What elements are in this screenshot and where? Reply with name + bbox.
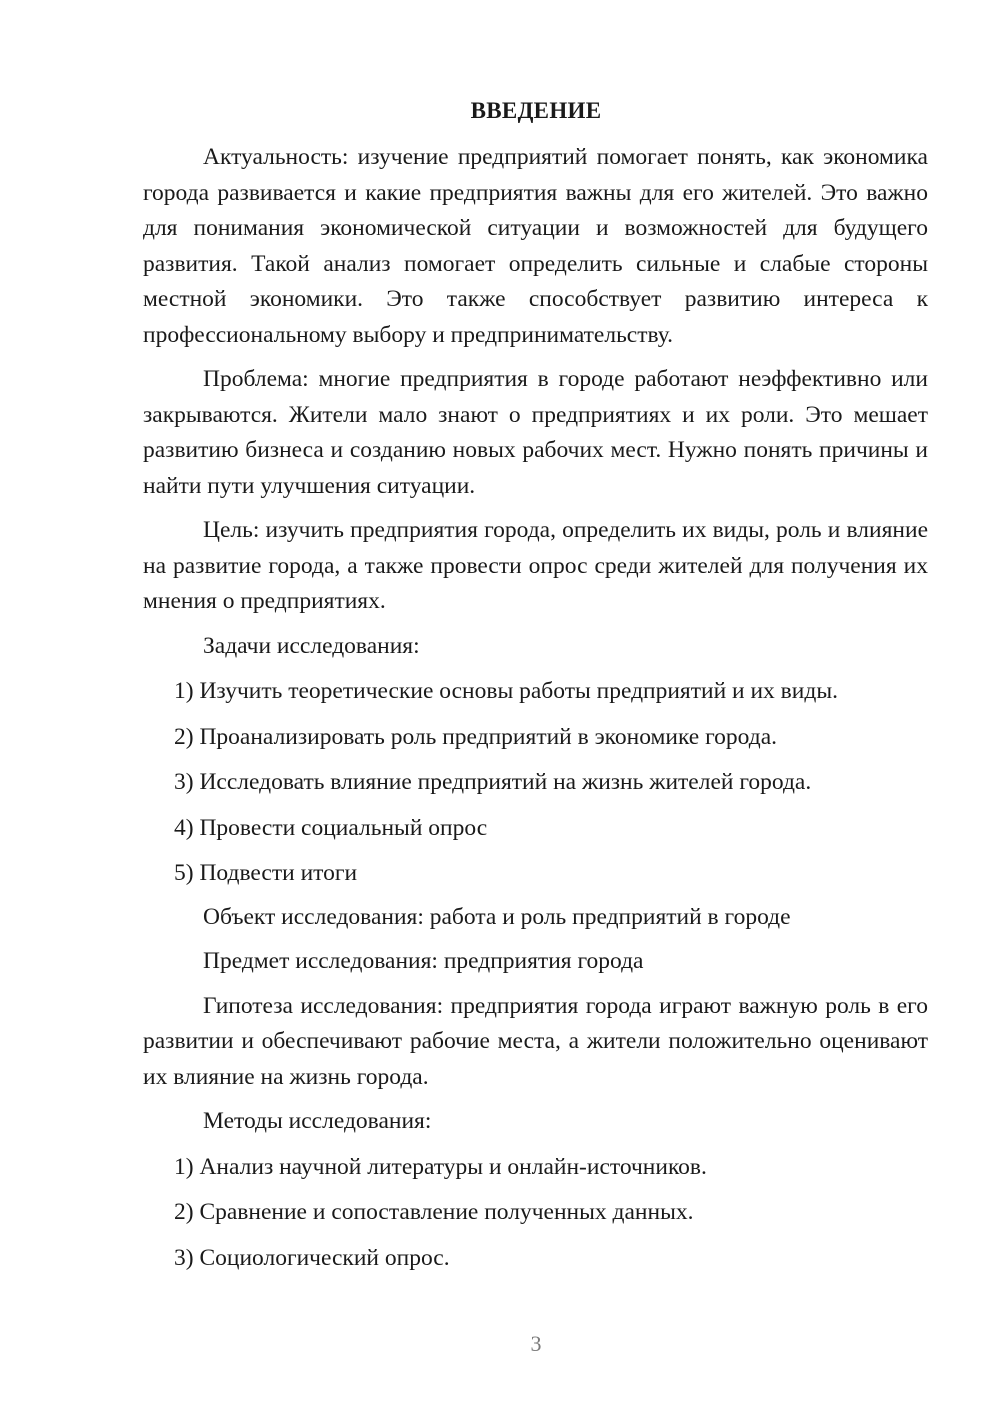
page-title: ВВЕДЕНИЕ	[470, 98, 602, 123]
methods-heading: Методы исследования:	[203, 1108, 432, 1134]
tasks-list	[143, 674, 928, 892]
document-body	[143, 140, 928, 1286]
list-item: 3) Исследовать влияние предприятий на жизнь жителей города.	[174, 769, 812, 795]
object-paragraph: Объект исследования: работа и роль предприятий в городе	[203, 903, 791, 930]
relevance-paragraph: Актуальность: изучение предприятий помогает понять, как экономика города развивается и какие предприятия важны для его жителей. Это важно для понимания экономической ситуации и возможностей для будущего развития. Такой анализ помогает определить сильные и слабые стороны местной экономики. Это также способствует развитию интереса к профессиональному выбору и предпринимательству.	[143, 144, 928, 348]
list-item: 2) Проанализировать роль предприятий в экономике города.	[174, 723, 778, 750]
subject-paragraph: Предмет исследования: предприятия города	[203, 948, 644, 974]
page-number: 3	[530, 1331, 542, 1356]
problem-paragraph: Проблема: многие предприятия в городе работают неэффективно или закрываются. Жители мало знают о предприятиях и их роли. Это мешает развитию бизнеса и созданию новых рабочих мест. Нужно понять причины и найти пути улучшения ситуации.	[143, 366, 928, 499]
list-item: 1) Изучить теоретические основы работы предприятий и их виды.	[174, 678, 838, 704]
list-item: 2) Сравнение и сопоставление полученных данных.	[174, 1199, 694, 1225]
tasks-heading: Задачи исследования:	[203, 632, 420, 659]
goal-paragraph: Цель: изучить предприятия города, определить их виды, роль и влияние на развитие города, а также провести опрос среди жителей для получения их мнения о предприятиях.	[143, 517, 928, 614]
list-item: 4) Провести социальный опрос	[174, 814, 488, 841]
list-item: 5) Подвести итоги	[174, 860, 358, 886]
list-item: 3) Социологический опрос.	[174, 1244, 450, 1271]
hypothesis-paragraph: Гипотеза исследования: предприятия города играют важную роль в его развитии и обеспечивают рабочие места, а жители положительно оценивают их влияние на жизнь города.	[143, 992, 928, 1090]
methods-list	[143, 1150, 928, 1277]
list-item: 1) Анализ научной литературы и онлайн-источников.	[174, 1153, 707, 1180]
